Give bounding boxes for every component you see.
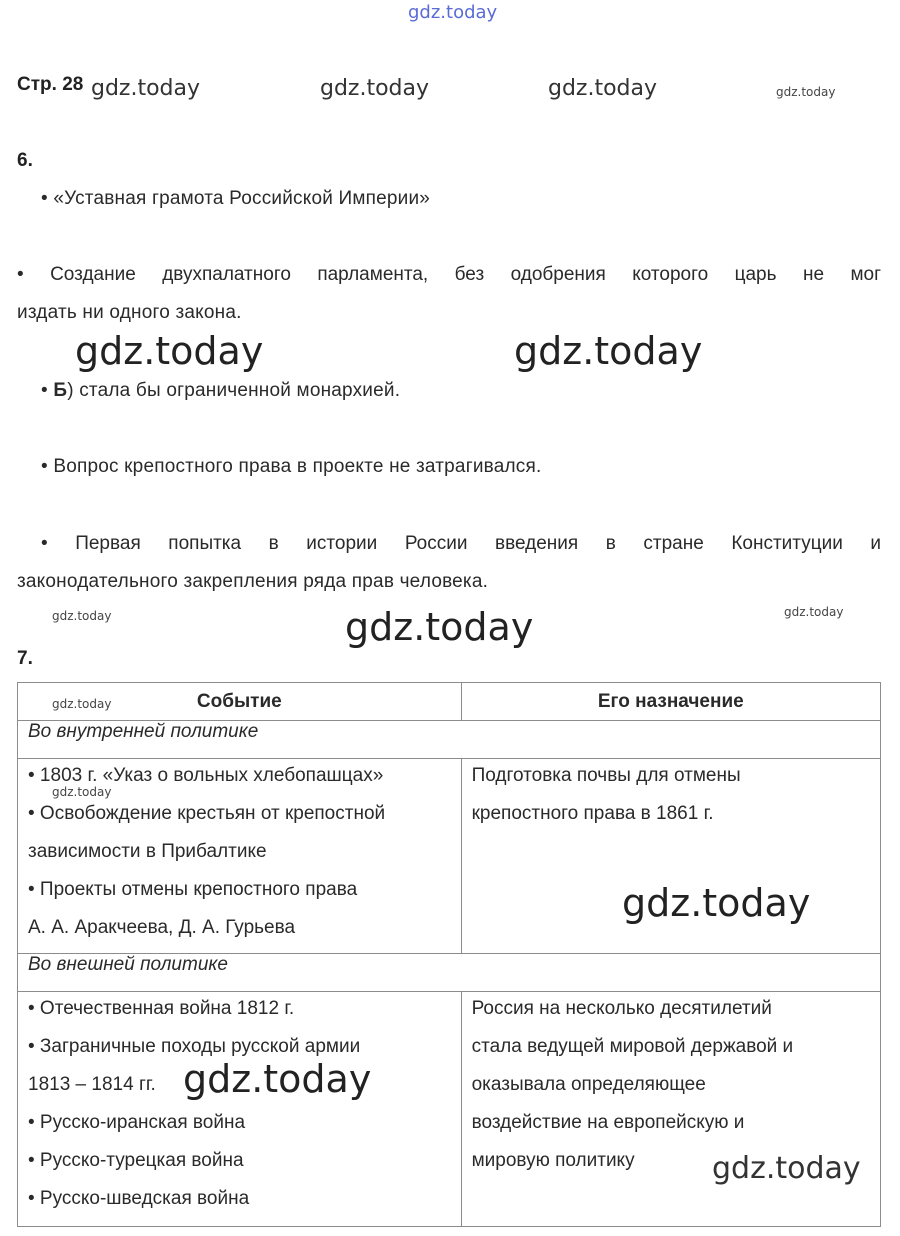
answer-text: ) стала бы ограниченной монархией. (67, 380, 401, 401)
section-row (18, 954, 881, 992)
watermark: gdz.today (183, 1057, 372, 1101)
event-line: • Освобождение крестьян от крепостной (28, 803, 386, 824)
watermark: gdz.today (776, 85, 836, 99)
answer-letter: Б (53, 380, 68, 401)
event-line: • Отечественная война 1812 г. (28, 998, 295, 1019)
watermark: gdz.today (712, 1151, 861, 1186)
header-purpose: Его назначение (461, 683, 880, 721)
event-line: • Заграничные походы русской армии (28, 1036, 361, 1057)
watermark: gdz.today (320, 76, 430, 101)
header-event: Событие (18, 683, 462, 721)
watermark: gdz.today (345, 605, 534, 649)
events-table (17, 682, 881, 1227)
question-7-number: 7. (17, 648, 33, 669)
event-line: 1813 – 1814 гг. (28, 1074, 156, 1095)
q6-item-3 (41, 380, 400, 402)
purpose-line: стала ведущей мировой державой и (471, 1036, 794, 1057)
event-line: • Русско-шведская война (28, 1188, 250, 1209)
table-header-row (18, 683, 881, 721)
purpose-line: мировую политику (471, 1150, 635, 1171)
purpose-line: оказывала определяющее (471, 1074, 706, 1095)
watermark: gdz.today (91, 76, 201, 101)
event-line: • Русско-иранская война (28, 1112, 246, 1133)
watermark: gdz.today (548, 76, 658, 101)
q6-item-4: • Вопрос крепостного права в проекте не затрагивался. (41, 456, 542, 477)
q6-item-2-line-2: издать ни одного закона. (17, 302, 242, 323)
watermark-top: gdz.today (408, 2, 498, 23)
event-line: А. А. Аракчеева, Д. А. Гурьева (28, 917, 296, 938)
purpose-line: Подготовка почвы для отмены (471, 765, 741, 786)
purpose-line: крепостного права в 1861 г. (471, 803, 714, 824)
event-line: зависимости в Прибалтике (28, 841, 267, 862)
purpose-cell-foreign (461, 992, 880, 1227)
event-line: • 1803 г. «Указ о вольных хлебопашцах» (28, 765, 384, 786)
events-cell-foreign (18, 992, 462, 1227)
q6-item-5-line-1: • Первая попытка в истории России введения в стране Конституции и (41, 533, 881, 554)
q6-item-2-line-1: • Создание двухпалатного парламента, без одобрения которого царь не мог (17, 264, 881, 285)
section-title-foreign: Во внешней политике (18, 954, 881, 992)
page-label: Стр. 28 (17, 74, 84, 95)
watermark: gdz.today (75, 329, 264, 373)
section-title-domestic: Во внутренней политике (18, 721, 881, 759)
bullet: • (41, 380, 54, 401)
purpose-line: Россия на несколько десятилетий (471, 998, 772, 1019)
watermark: gdz.today (784, 605, 844, 619)
table-row (18, 992, 881, 1227)
event-line: • Русско-турецкая война (28, 1150, 244, 1171)
q6-item-5-line-2: законодательного закрепления ряда прав человека. (17, 571, 489, 592)
watermark: gdz.today (514, 329, 703, 373)
watermark: gdz.today (622, 881, 811, 925)
question-6-number: 6. (17, 150, 33, 171)
watermark: gdz.today (52, 697, 112, 711)
event-line: • Проекты отмены крепостного права (28, 879, 358, 900)
purpose-line: воздействие на европейскую и (471, 1112, 745, 1133)
watermark: gdz.today (52, 785, 112, 799)
q6-item-1: • «Уставная грамота Российской Империи» (41, 188, 431, 209)
watermark: gdz.today (52, 609, 112, 623)
section-row (18, 721, 881, 759)
